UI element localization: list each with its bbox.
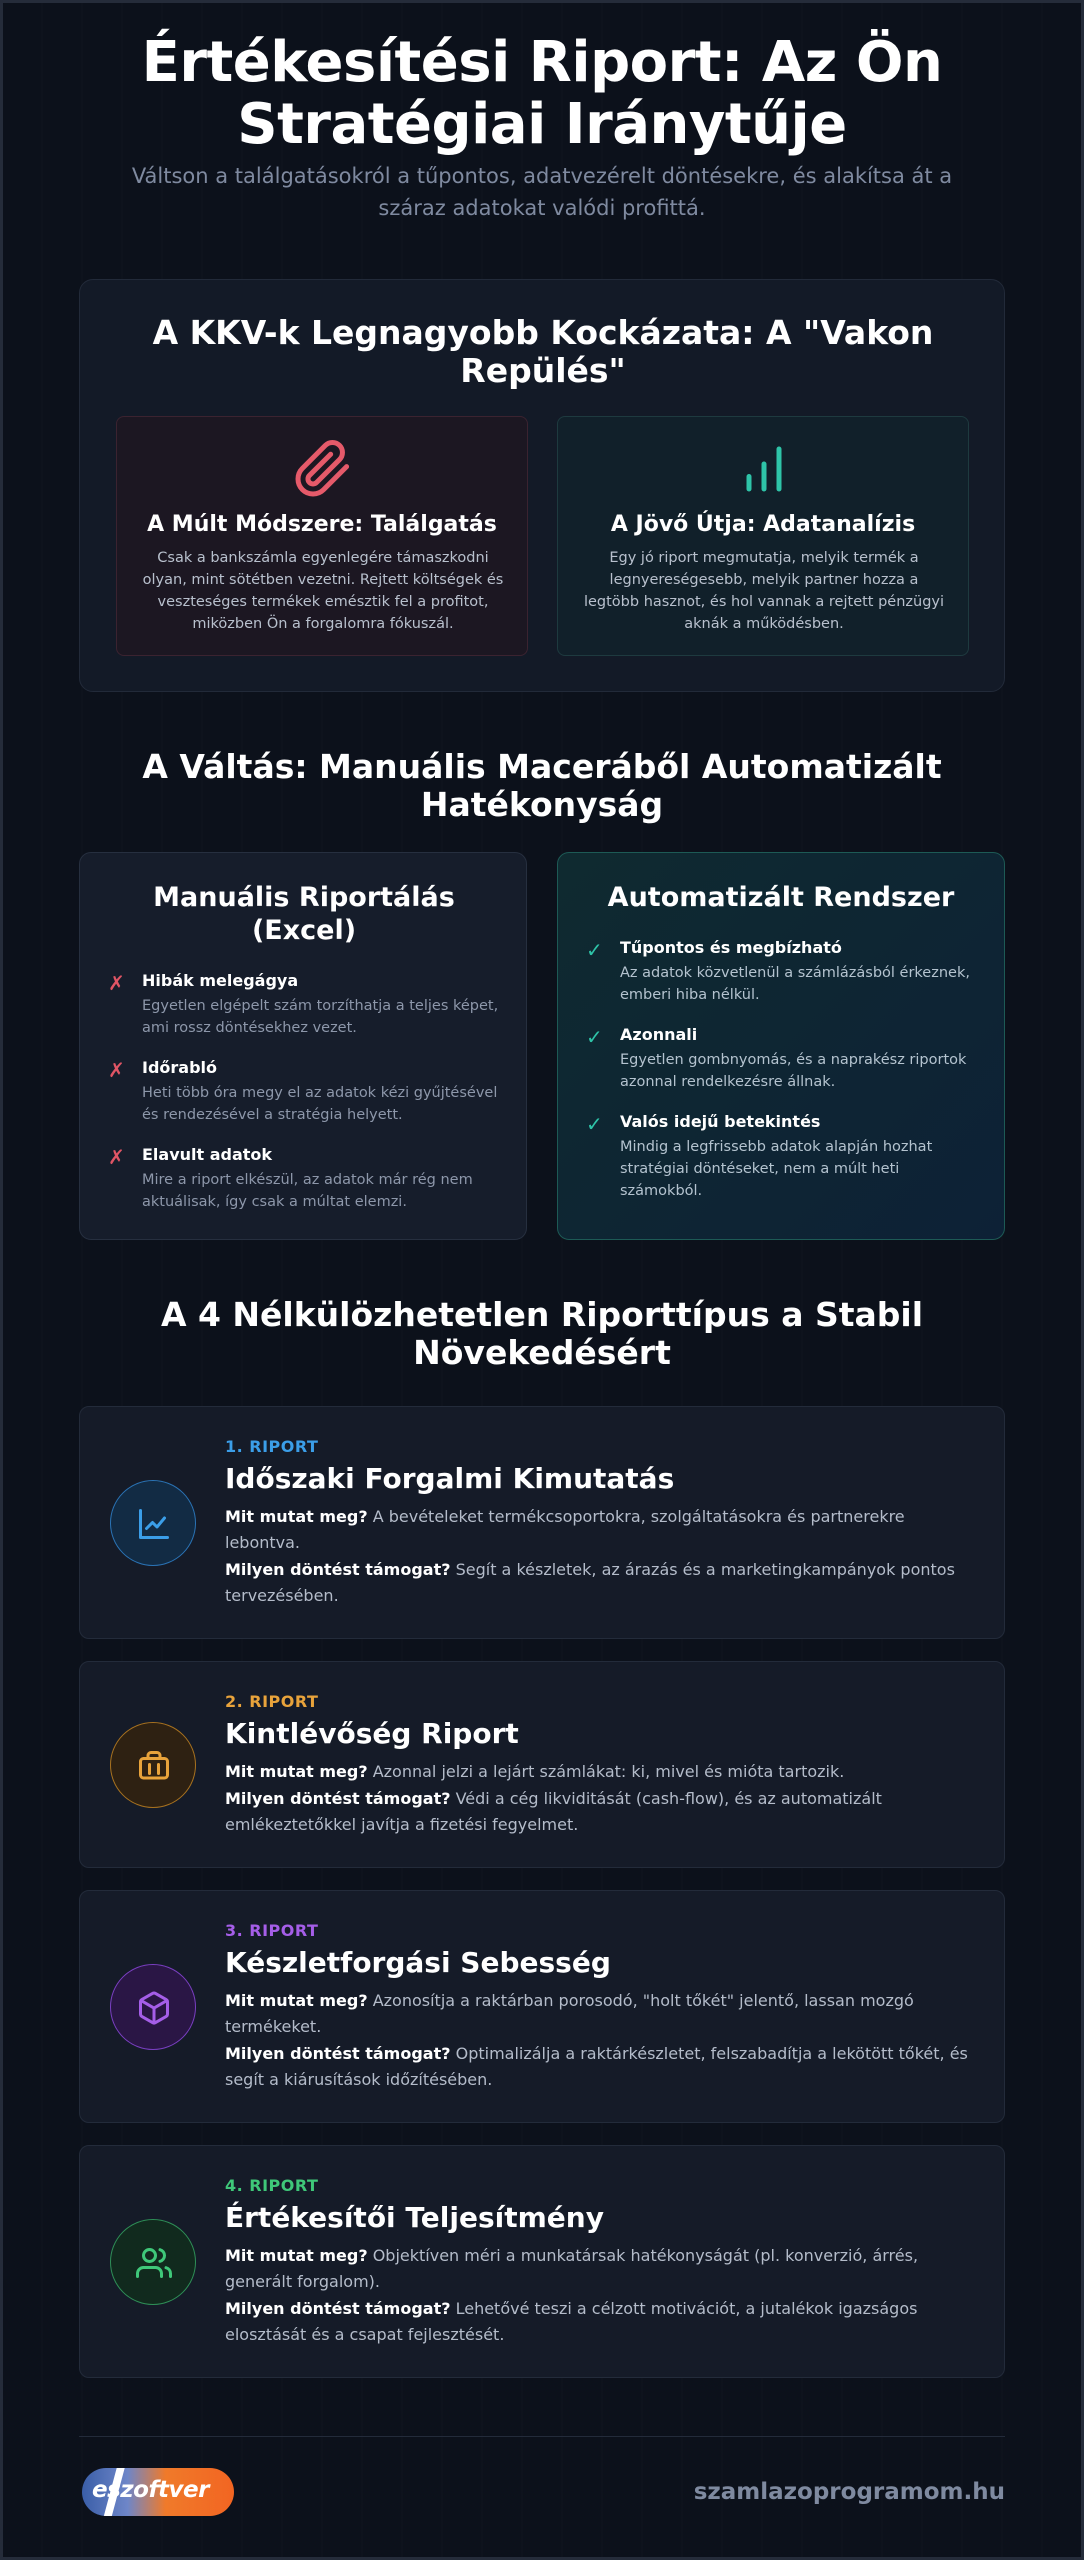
shows-label: Mit mutat meg? [225, 1762, 368, 1781]
report-card [79, 1661, 1005, 1868]
report-card [79, 1890, 1005, 2123]
report-number: 3. RIPORT [225, 1921, 319, 1940]
risk-section-title: A KKV-k Legnagyobb Kockázata: A "Vakon Repülés" [152, 313, 934, 390]
users-icon [136, 2245, 172, 2281]
report-supports [225, 1786, 975, 1838]
check-icon: ✓ [586, 1025, 603, 1049]
manual-item-desc: Egyetlen elgépelt szám torzíthatja a teljes képet, ami rossz döntésekhez vezet. [142, 998, 499, 1036]
future-method-text: Egy jó riport megmutatja, melyik termék a legnyereségesebb, melyik partner hozza a legtöbb hasznot, és hol vannak a rejtett pénzügyi aknák a működésben. [583, 550, 945, 632]
report-number: 4. RIPORT [225, 2176, 319, 2195]
auto-card-title: Automatizált Rendszer [607, 882, 955, 913]
report-supports [225, 1557, 975, 1609]
auto-item-desc: Egyetlen gombnyomás, és a naprakész riportok azonnal rendelkezésre állnak. [620, 1052, 967, 1090]
past-method-text: Csak a bankszámla egyenlegére támaszkodni olyan, mint sötétben vezetni. Rejtett költségek és veszteséges termékek emésztik fel a profitot, miközben Ön a forgalomra fókuszál. [142, 550, 504, 632]
risk-section [79, 279, 1005, 692]
auto-item-head: Azonnali [620, 1025, 698, 1044]
report-shows-text: Objektíven méri a munkatársak hatékonyságát (pl. konverzió, árrés, generált forgalom). [225, 2246, 919, 2291]
cross-icon: ✗ [108, 1145, 125, 1169]
check-icon: ✓ [586, 1112, 603, 1136]
cube-icon [136, 1990, 172, 2026]
eszoftver-logo[interactable] [82, 2468, 234, 2516]
page-subtitle: Váltson a találgatásokról a tűpontos, adatvezérelt döntésekre, és alakítsa át a száraz adatokat valódi profittá. [131, 164, 953, 220]
report-shows [225, 1759, 975, 1785]
report-supports [225, 2296, 975, 2348]
line-chart-icon [136, 1506, 172, 1542]
manual-item-head: Hibák melegágya [142, 971, 299, 990]
automated-system-card [557, 852, 1005, 1240]
report-supports-text: Lehetővé teszi a célzott motivációt, a jutalékok igazságos elosztását és a csapat fejlesztését. [225, 2299, 918, 2344]
future-method-title: A Jövő Útja: Adatanalízis [610, 512, 916, 537]
report-supports [225, 2041, 975, 2093]
manual-item-head: Elavult adatok [142, 1145, 273, 1164]
shift-section-title: A Váltás: Manuális Maceráből Automatizált Hatékonyság [142, 747, 942, 824]
manual-item-desc: Heti több óra megy el az adatok kézi gyűjtésével és rendezésével a stratégia helyett. [142, 1085, 498, 1123]
future-method-card [557, 416, 969, 656]
page-title: Értékesítési Riport: Az Ön Stratégiai Iránytűje [141, 30, 943, 157]
report-shows-text: Azonosítja a raktárban porosodó, "holt tőkét" jelentő, lassan mozgó termékeket. [225, 1991, 914, 2036]
report-title: Időszaki Forgalmi Kimutatás [225, 1462, 675, 1495]
cross-icon: ✗ [108, 971, 125, 995]
report-number: 2. RIPORT [225, 1692, 319, 1711]
briefcase-icon [136, 1748, 172, 1784]
report-shows [225, 2243, 975, 2295]
report-shows [225, 1988, 975, 2040]
report-shows [225, 1504, 975, 1556]
paperclip-icon [293, 439, 353, 499]
check-icon: ✓ [586, 938, 603, 962]
footer-divider [79, 2436, 1005, 2437]
auto-item-head: Tűpontos és megbízható [620, 938, 842, 957]
report-shows-text: Azonnal jelzi a lejárt számlákat: ki, mivel és mióta tartozik. [372, 1762, 845, 1781]
report-title: Kintlévőség Riport [225, 1717, 519, 1750]
manual-item-desc: Mire a riport elkészül, az adatok már rég nem aktuálisak, így csak a múltat elemzi. [142, 1172, 473, 1210]
report-card [79, 1406, 1005, 1639]
cross-icon: ✗ [108, 1058, 125, 1082]
logo-text: eszoftver [92, 2477, 209, 2503]
report-number: 1. RIPORT [225, 1437, 319, 1456]
manual-reporting-card [79, 852, 527, 1240]
report-shows-text: A bevételeket termékcsoportokra, szolgáltatásokra és partnerekre lebontva. [225, 1507, 905, 1552]
report-icon-circle [110, 1964, 196, 2050]
auto-item-desc: Az adatok közvetlenül a számlázásból érkeznek, emberi hiba nélkül. [620, 965, 970, 1003]
auto-item-head: Valós idejű betekintés [620, 1112, 821, 1131]
past-method-card [116, 416, 528, 656]
shows-label: Mit mutat meg? [225, 1507, 368, 1526]
report-supports-text: Segít a készletek, az árazás és a marketingkampányok pontos tervezésében. [225, 1560, 955, 1605]
auto-item-desc: Mindig a legfrissebb adatok alapján hozhat stratégiai döntéseket, nem a múlt heti számokból. [620, 1139, 933, 1199]
supports-label: Milyen döntést támogat? [225, 2299, 451, 2318]
shows-label: Mit mutat meg? [225, 1991, 368, 2010]
report-card [79, 2145, 1005, 2378]
manual-item-head: Időrabló [142, 1058, 218, 1077]
supports-label: Milyen döntést támogat? [225, 2044, 451, 2063]
report-supports-text: Optimalizálja a raktárkészletet, felszabadítja a lekötött tőkét, és segít a kiárusítások időzítésében. [225, 2044, 968, 2089]
reports-section-title: A 4 Nélkülözhetetlen Riporttípus a Stabil Növekedésért [160, 1295, 924, 1372]
report-title: Értékesítői Teljesítmény [225, 2201, 604, 2234]
footer-domain-link[interactable]: szamlazoprogramom.hu [693, 2479, 1005, 2505]
report-supports-text: Védi a cég likviditását (cash-flow), és az automatizált emlékeztetőkkel javítja a fizetési fegyelmet. [225, 1789, 882, 1834]
manual-card-title: Manuális Riportálás (Excel) [153, 882, 455, 946]
report-icon-circle [110, 1722, 196, 1808]
past-method-title: A Múlt Módszere: Találgatás [147, 512, 497, 537]
report-title: Készletforgási Sebesség [225, 1946, 611, 1979]
report-icon-circle [110, 1480, 196, 1566]
bar-chart-icon [734, 439, 794, 499]
report-icon-circle [110, 2219, 196, 2305]
supports-label: Milyen döntést támogat? [225, 1560, 451, 1579]
shows-label: Mit mutat meg? [225, 2246, 368, 2265]
supports-label: Milyen döntést támogat? [225, 1789, 451, 1808]
